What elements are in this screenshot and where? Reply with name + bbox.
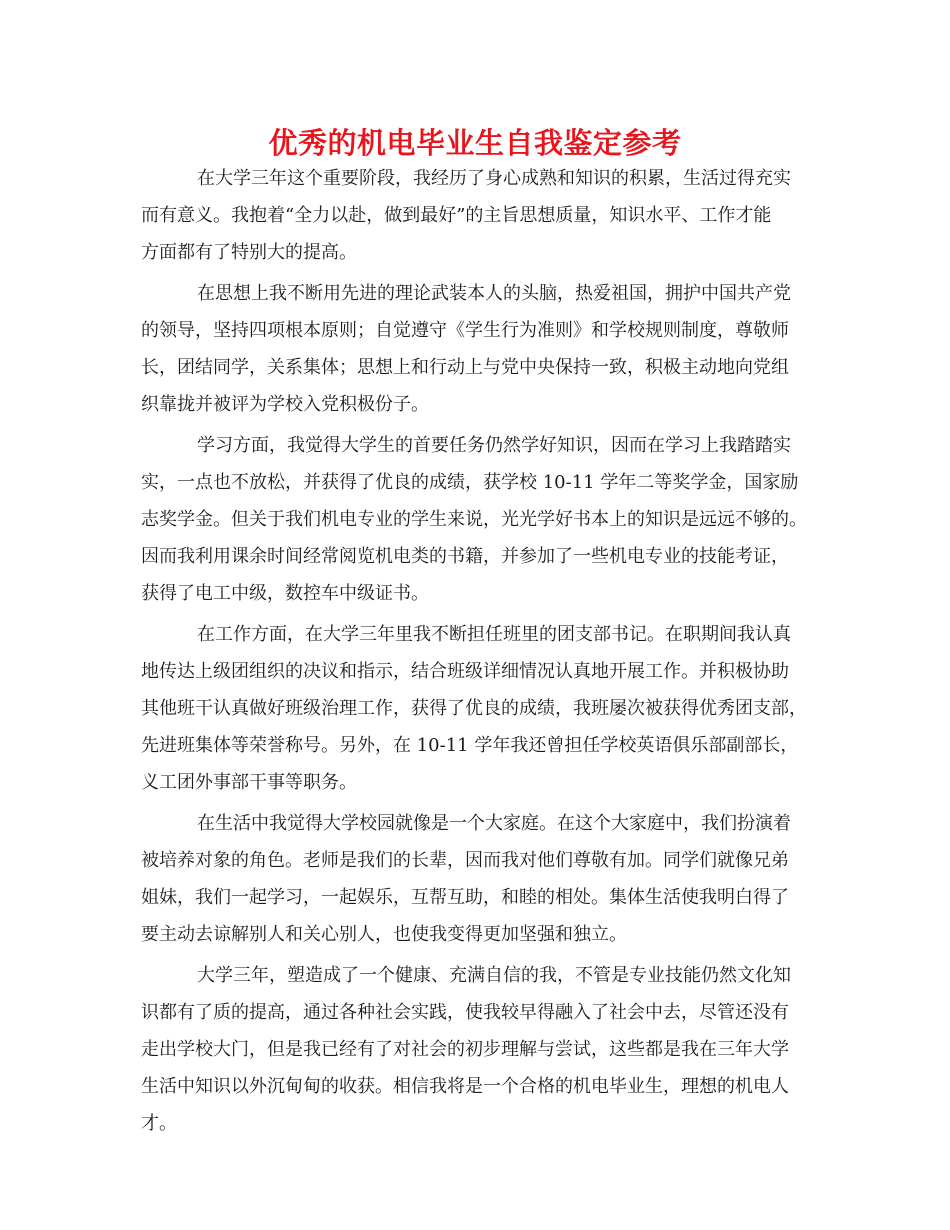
paragraph-line: 学习方面，我觉得大学生的首要任务仍然学好知识，因而在学习上我踏踏实 [197, 435, 791, 456]
paragraph-line: 在工作方面，在大学三年里我不断担任班里的团支部书记。在职期间我认真 [197, 624, 791, 645]
paragraph-line: 走出学校大门，但是我已经有了对社会的初步理解与尝试，这些都是我在三年大学 [141, 1039, 789, 1060]
paragraph-line: 在生活中我觉得大学校园就像是一个大家庭。在这个大家庭中，我们扮演着 [197, 813, 791, 834]
paragraph-line: 方面都有了特别大的提高。 [141, 242, 357, 263]
paragraph-line: 才。 [141, 1113, 177, 1134]
paragraph-4 [141, 616, 813, 801]
document-title: 优秀的机电毕业生自我鉴定参考 [268, 126, 682, 160]
paragraph-line: 获得了电工中级，数控车中级证书。 [141, 583, 429, 604]
paragraph-line: 先进班集体等荣誉称号。另外，在 10-11 学年我还曾担任学校英语俱乐部副部长， [141, 735, 799, 756]
paragraph-line: 生活中知识以外沉甸甸的收获。相信我将是一个合格的机电毕业生，理想的机电人 [141, 1076, 789, 1097]
paragraph-line: 的领导，坚持四项根本原则；自觉遵守《学生行为准则》和学校规则制度，尊敬师 [141, 320, 789, 341]
paragraph-line: 在思想上我不断用先进的理论武装本人的头脑，热爱祖国，拥护中国共产党 [197, 283, 791, 304]
document-body [141, 160, 813, 1146]
paragraph-line: 织靠拢并被评为学校入党积极份子。 [141, 394, 429, 415]
paragraph-1 [141, 160, 813, 271]
paragraph-line: 志奖学金。但关于我们机电专业的学生来说，光光学好书本上的知识是远远不够的。 [141, 509, 807, 530]
paragraph-line: 在大学三年这个重要阶段，我经历了身心成熟和知识的积累，生活过得充实 [197, 168, 791, 189]
paragraph-line: 长，团结同学，关系集体；思想上和行动上与党中央保持一致，积极主动地向党组 [141, 357, 789, 378]
paragraph-line: 而有意义。我抱着“全力以赴，做到最好”的主旨思想质量，知识水平、工作才能 [141, 205, 772, 226]
paragraph-line: 其他班干认真做好班级治理工作，获得了优良的成绩，我班屡次被获得优秀团支部， [141, 698, 807, 719]
paragraph-2 [141, 275, 813, 423]
paragraph-3 [141, 427, 813, 612]
paragraph-line: 被培养对象的角色。老师是我们的长辈，因而我对他们尊敬有加。同学们就像兄弟 [141, 850, 789, 871]
paragraph-line: 识都有了质的提高，通过各种社会实践，使我较早得融入了社会中去，尽管还没有 [141, 1002, 789, 1023]
paragraph-5 [141, 805, 813, 953]
paragraph-line: 姐妹，我们一起学习，一起娱乐，互帮互助，和睦的相处。集体生活使我明白得了 [141, 887, 789, 908]
paragraph-line: 大学三年，塑造成了一个健康、充满自信的我，不管是专业技能仍然文化知 [197, 965, 791, 986]
paragraph-6 [141, 957, 813, 1142]
paragraph-line: 义工团外事部干事等职务。 [141, 772, 357, 793]
paragraph-line: 实，一点也不放松，并获得了优良的成绩，获学校 10-11 学年二等奖学金，国家励 [141, 472, 799, 493]
paragraph-line: 因而我利用课余时间经常阅览机电类的书籍，并参加了一些机电专业的技能考证， [141, 546, 789, 567]
paragraph-line: 地传达上级团组织的决议和指示，结合班级详细情况认真地开展工作。并积极协助 [141, 661, 789, 682]
paragraph-line: 要主动去谅解别人和关心别人，也使我变得更加坚强和独立。 [141, 924, 627, 945]
